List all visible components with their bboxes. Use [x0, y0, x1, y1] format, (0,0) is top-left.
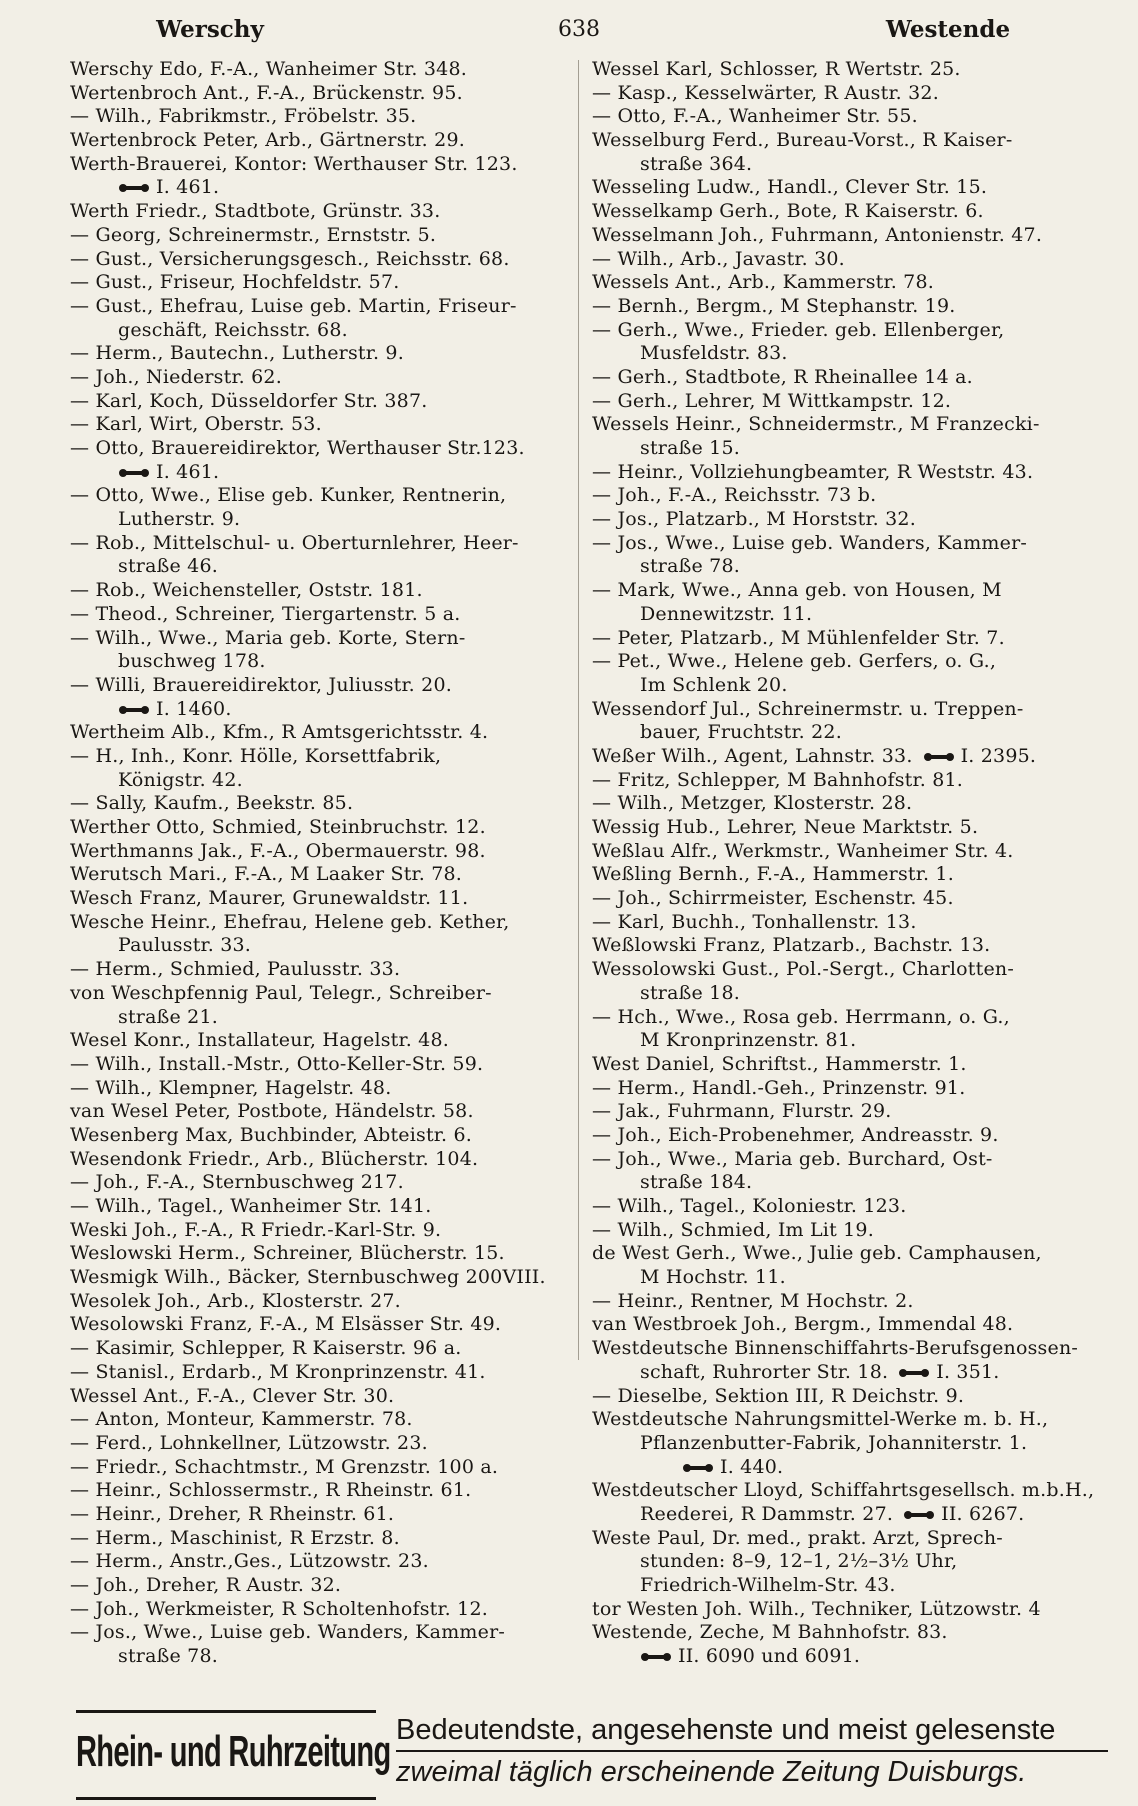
entry-text: Wesolek Joh., Arb., Klosterstr. 27.	[70, 1289, 401, 1312]
directory-entry-line	[592, 1077, 1102, 1101]
directory-entry-line	[70, 1029, 568, 1053]
entry-text: Wesolowski Franz, F.-A., M Elsässer Str. 49.	[70, 1313, 502, 1336]
entry-text: geschäft, Reichsstr. 68.	[118, 318, 348, 341]
entry-text: Werther Otto, Schmied, Steinbruchstr. 12.	[70, 816, 486, 838]
directory-entry-line	[70, 176, 568, 200]
directory-entry-line	[592, 1148, 1102, 1172]
entry-text: — Stanisl., Erdarb., M Kronprinzenstr. 41.	[70, 1360, 486, 1383]
entry-text: I. 461.	[156, 176, 220, 199]
directory-entry-line	[70, 461, 568, 485]
telephone-icon	[118, 705, 150, 715]
entry-text: Musfeldstr. 83.	[640, 342, 788, 365]
entry-text: — Rob., Mittelschul- u. Oberturnlehrer, Heer-	[70, 531, 519, 554]
entry-text: — Otto, F.-A., Wanheimer Str. 55.	[592, 105, 918, 128]
entry-text: — Heinr., Schlossermstr., R Rheinstr. 61.	[70, 1479, 472, 1502]
directory-entry-line	[592, 176, 1102, 200]
telephone-icon	[118, 468, 150, 478]
directory-entry-line	[70, 982, 568, 1006]
directory-entry-line	[70, 816, 568, 840]
directory-entry-line	[592, 911, 1102, 935]
directory-entry-line	[592, 1645, 1102, 1669]
directory-entry-line	[592, 934, 1102, 958]
directory-entry-line	[70, 1550, 568, 1574]
directory-entry-line	[592, 863, 1102, 887]
entry-text: Wesselkamp Gerh., Bote, R Kaiserstr. 6.	[592, 200, 984, 223]
directory-entry-line	[592, 484, 1102, 508]
directory-entry-line	[592, 1456, 1102, 1480]
directory-entry-line	[592, 1598, 1102, 1622]
directory-entry-line	[70, 1503, 568, 1527]
directory-entry-line	[592, 58, 1102, 82]
entry-text: — Otto, Brauereidirektor, Werthauser Str.123.	[70, 437, 525, 459]
entry-text: — Joh., Eich-Probenehmer, Andreasstr. 9.	[592, 1123, 999, 1146]
entry-text: — Friedr., Schachtmstr., M Grenzstr. 100 a.	[70, 1455, 499, 1478]
entry-text: I. 440.	[720, 1455, 784, 1478]
directory-entry-line	[592, 1171, 1102, 1195]
directory-entry-line	[70, 153, 568, 177]
entry-text: West Daniel, Schriftst., Hammerstr. 1.	[592, 1052, 967, 1075]
directory-entry-line	[592, 129, 1102, 153]
directory-entry-line	[592, 721, 1102, 745]
page-number: 638	[558, 16, 600, 42]
entry-text: — Mark, Wwe., Anna geb. von Housen, M	[592, 579, 1002, 602]
directory-entry-line	[70, 1124, 568, 1148]
directory-entry-line	[592, 698, 1102, 722]
advertisement-banner	[76, 1704, 1108, 1800]
entry-text: M Kronprinzenstr. 81.	[640, 1029, 857, 1052]
directory-entry-line	[592, 1029, 1102, 1053]
banner-text	[396, 1710, 1108, 1792]
entry-text: — Gerh., Wwe., Frieder. geb. Ellenberger,	[592, 318, 1005, 341]
directory-entry-line	[70, 958, 568, 982]
entry-text: Pflanzenbutter-Fabrik, Johanniterstr. 1.	[640, 1431, 1028, 1454]
entry-text: — Karl, Buchh., Tonhallenstr. 13.	[592, 910, 917, 933]
entry-text: straße 78.	[118, 1645, 218, 1668]
entry-text: Weßer Wilh., Agent, Lahnstr. 33.	[592, 744, 913, 767]
directory-entry-line	[592, 1219, 1102, 1243]
entry-text: — Heinr., Rentner, M Hochstr. 2.	[592, 1289, 914, 1312]
directory-entry-line	[70, 555, 568, 579]
entry-text: — Wilh., Tagel., Koloniestr. 123.	[592, 1195, 907, 1217]
directory-entry-line	[70, 1171, 568, 1195]
entry-text: Wesenberg Max, Buchbinder, Abteistr. 6.	[70, 1123, 472, 1146]
directory-entry-line	[592, 792, 1102, 816]
directory-entry-line	[70, 1337, 568, 1361]
entry-text: — Heinr., Vollziehungbeamter, R Weststr. 43.	[592, 460, 1034, 483]
entry-text: straße 18.	[640, 981, 740, 1004]
directory-entry-line	[70, 1456, 568, 1480]
directory-entry-line	[70, 887, 568, 911]
directory-entry-line	[70, 437, 568, 461]
directory-entry-line	[70, 1148, 568, 1172]
directory-entry-line	[70, 627, 568, 651]
directory-entry-line	[70, 674, 568, 698]
directory-entry-line	[592, 1503, 1102, 1527]
entry-text: — Wilh., Install.-Mstr., Otto-Keller-Str. 59.	[70, 1052, 484, 1075]
entry-text: Wessendorf Jul., Schreinermstr. u. Treppen-	[592, 697, 1024, 720]
directory-entry-line	[70, 1479, 568, 1503]
entry-text: Wesche Heinr., Ehefrau, Helene geb. Kether,	[70, 910, 510, 933]
entry-text: Westdeutscher Lloyd, Schiffahrtsgesellsch. m.b.H.,	[592, 1479, 1095, 1502]
entry-text: — Jos., Wwe., Luise geb. Wanders, Kammer-	[70, 1621, 505, 1644]
directory-entry-line	[592, 413, 1102, 437]
entry-text: — Heinr., Dreher, R Rheinstr. 61.	[70, 1502, 395, 1525]
directory-entry-line	[592, 1266, 1102, 1290]
directory-entry-line	[592, 769, 1102, 793]
directory-entry-line	[592, 248, 1102, 272]
directory-entry-line	[70, 1645, 568, 1669]
directory-entry-line	[70, 1313, 568, 1337]
entry-text: — Jak., Fuhrmann, Flurstr. 29.	[592, 1100, 892, 1123]
directory-entry-line	[70, 1242, 568, 1266]
directory-entry-line	[70, 721, 568, 745]
directory-entry-line	[592, 366, 1102, 390]
entry-text: Wessel Ant., F.-A., Clever Str. 30.	[70, 1384, 395, 1407]
entry-text: straße 15.	[640, 437, 740, 459]
directory-entry-line	[70, 319, 568, 343]
directory-entry-line	[70, 532, 568, 556]
entry-text: Wesendonk Friedr., Arb., Blücherstr. 104.	[70, 1147, 479, 1170]
entry-text: — Karl, Wirt, Oberstr. 53.	[70, 413, 322, 436]
entry-text: — Wilh., Tagel., Wanheimer Str. 141.	[70, 1195, 432, 1217]
directory-entry-line	[70, 1385, 568, 1409]
directory-entry-line	[592, 342, 1102, 366]
entry-text: straße 78.	[640, 555, 740, 578]
directory-entry-line	[592, 1574, 1102, 1598]
directory-entry-line	[592, 319, 1102, 343]
entry-text: — Herm., Bautechn., Lutherstr. 9.	[70, 342, 404, 365]
directory-entry-line	[70, 508, 568, 532]
directory-entry-line	[70, 792, 568, 816]
entry-text: — Gerh., Lehrer, M Wittkampstr. 12.	[592, 389, 952, 412]
entry-text: M Hochstr. 11.	[640, 1266, 786, 1289]
entry-text: Wessolowski Gust., Pol.-Sergt., Charlotten-	[592, 958, 1014, 981]
entry-text: — Pet., Wwe., Helene geb. Gerfers, o. G.,	[592, 650, 997, 673]
directory-entry-line	[592, 816, 1102, 840]
banner-line-1: Bedeutendste, angesehenste und meist gelesenste	[396, 1714, 1056, 1746]
directory-entry-line	[70, 1290, 568, 1314]
directory-entry-line	[592, 1385, 1102, 1409]
entry-text: — Georg, Schreinermstr., Ernststr. 5.	[70, 223, 437, 246]
telephone-icon	[923, 752, 955, 762]
telephone-icon	[898, 1368, 930, 1378]
directory-entry-line	[70, 295, 568, 319]
directory-entry-line	[592, 508, 1102, 532]
directory-entry-line	[592, 1337, 1102, 1361]
directory-entry-line	[70, 698, 568, 722]
entry-text: — Gust., Versicherungsgesch., Reichsstr. 68.	[70, 247, 510, 270]
directory-entry-line	[70, 390, 568, 414]
entry-text: Werth-Brauerei, Kontor: Werthauser Str. 123.	[70, 152, 518, 175]
directory-entry-line	[70, 1408, 568, 1432]
directory-entry-line	[70, 1621, 568, 1645]
entry-phone	[898, 1361, 999, 1383]
directory-entry-line	[592, 555, 1102, 579]
entry-text: — Sally, Kaufm., Beekstr. 85.	[70, 792, 354, 815]
telephone-icon	[640, 1652, 672, 1662]
entry-text: Weste Paul, Dr. med., prakt. Arzt, Sprech-	[592, 1526, 1003, 1549]
entry-text: — Jos., Platzarb., M Horststr. 32.	[592, 508, 916, 531]
directory-entry-line	[592, 1053, 1102, 1077]
entry-text: — Joh., Wwe., Maria geb. Burchard, Ost-	[592, 1147, 993, 1170]
entry-text: I. 1460.	[156, 697, 232, 720]
entry-text: — Wilh., Arb., Javastr. 30.	[592, 247, 845, 270]
entry-text: buschweg 178.	[118, 650, 266, 673]
entry-text: — Joh., F.-A., Sternbuschweg 217.	[70, 1171, 404, 1194]
directory-entry-line	[70, 58, 568, 82]
telephone-icon	[903, 1510, 935, 1520]
directory-entry-line	[592, 603, 1102, 627]
directory-entry-line	[592, 1621, 1102, 1645]
entry-text: Wesseling Ludw., Handl., Clever Str. 15.	[592, 176, 988, 199]
entry-text: Wertenbroch Ant., F.-A., Brückenstr. 95.	[70, 81, 463, 104]
entry-phone	[923, 745, 1037, 767]
entry-text: — Dieselbe, Sektion III, R Deichstr. 9.	[592, 1384, 965, 1407]
entry-text: Wesselburg Ferd., Bureau-Vorst., R Kaiser-	[592, 129, 1013, 152]
entry-text: — Joh., Schirrmeister, Eschenstr. 45.	[592, 887, 954, 910]
entry-text: de West Gerh., Wwe., Julie geb. Camphausen,	[592, 1242, 1042, 1265]
entry-text: Werutsch Mari., F.-A., M Laaker Str. 78.	[70, 863, 463, 886]
entry-text: Werthmanns Jak., F.-A., Obermauerstr. 98.	[70, 839, 486, 862]
entry-text: Weski Joh., F.-A., R Friedr.-Karl-Str. 9.	[70, 1218, 442, 1241]
entry-text: Wesmigk Wilh., Bäcker, Sternbuschweg 200VIII.	[70, 1266, 546, 1289]
entry-text: — Wilh., Metzger, Klosterstr. 28.	[592, 792, 913, 815]
entry-text: — Peter, Platzarb., M Mühlenfelder Str. 7.	[592, 626, 1005, 649]
entry-text: tor Westen Joh. Wilh., Techniker, Lützowstr. 4	[592, 1597, 1041, 1620]
directory-entry-line	[592, 153, 1102, 177]
directory-entry-line	[70, 413, 568, 437]
entry-text: Reederei, R Dammstr. 27.	[640, 1502, 894, 1525]
entry-text: — H., Inh., Konr. Hölle, Korsettfabrik,	[70, 744, 442, 767]
directory-entry-line	[592, 1195, 1102, 1219]
entry-text: — Gust., Friseur, Hochfeldstr. 57.	[70, 271, 400, 294]
directory-entry-line	[70, 200, 568, 224]
entry-text: — Anton, Monteur, Kammerstr. 78.	[70, 1408, 413, 1431]
entry-text: — Gerh., Stadtbote, R Rheinallee 14 a.	[592, 365, 973, 388]
entry-text: Weßlowski Franz, Platzarb., Bachstr. 13.	[592, 934, 991, 957]
directory-entry-line	[592, 1361, 1102, 1385]
entry-text: — Kasp., Kesselwärter, R Austr. 32.	[592, 81, 939, 104]
directory-entry-line	[592, 461, 1102, 485]
entry-text: — Ferd., Lohnkellner, Lützowstr. 23.	[70, 1431, 428, 1454]
entry-text: Wertenbrock Peter, Arb., Gärtnerstr. 29.	[70, 129, 465, 152]
entry-text: I. 461.	[156, 460, 220, 483]
entry-text: — Kasimir, Schlepper, R Kaiserstr. 96 a.	[70, 1337, 462, 1360]
page-header	[60, 12, 1098, 46]
entry-text: — Fritz, Schlepper, M Bahnhofstr. 81.	[592, 768, 964, 791]
directory-entry-line	[70, 82, 568, 106]
entry-text: Wessels Heinr., Schneidermstr., M Franzecki-	[592, 413, 1040, 436]
entry-text: — Jos., Wwe., Luise geb. Wanders, Kammer-	[592, 531, 1027, 554]
directory-entry-line	[70, 1266, 568, 1290]
directory-entry-line	[592, 1432, 1102, 1456]
directory-entry-line	[70, 1574, 568, 1598]
banner-logo: Rhein- und Ruhrzeitung	[76, 1727, 391, 1776]
entry-text: Wesch Franz, Maurer, Grunewaldstr. 11.	[70, 887, 469, 910]
directory-entry-line	[70, 342, 568, 366]
entry-text: Wessel Karl, Schlosser, R Wertstr. 25.	[592, 58, 961, 80]
entry-text: — Karl, Koch, Düsseldorfer Str. 387.	[70, 389, 428, 412]
entry-text: — Wilh., Schmied, Im Lit 19.	[592, 1218, 874, 1241]
entry-text: — Joh., Dreher, R Austr. 32.	[70, 1574, 342, 1596]
directory-entry-line	[70, 1361, 568, 1385]
directory-entry-line	[592, 982, 1102, 1006]
directory-entry-line	[592, 1550, 1102, 1574]
directory-entry-line	[592, 271, 1102, 295]
entry-text: — Herm., Handl.-Geh., Prinzenstr. 91.	[592, 1076, 966, 1099]
entry-text: — Joh., Niederstr. 62.	[70, 365, 282, 388]
directory-entry-line	[592, 105, 1102, 129]
entry-text: Dennewitzstr. 11.	[640, 602, 813, 625]
entry-text: Werth Friedr., Stadtbote, Grünstr. 33.	[70, 200, 441, 223]
directory-entry-line	[70, 769, 568, 793]
directory-entry-line	[592, 1313, 1102, 1337]
directory-entry-line	[70, 1598, 568, 1622]
entry-text: Werschy Edo, F.-A., Wanheimer Str. 348.	[70, 58, 467, 80]
telephone-icon	[118, 183, 150, 193]
entry-text: Wesel Konr., Installateur, Hagelstr. 48.	[70, 1029, 449, 1052]
entry-text: — Otto, Wwe., Elise geb. Kunker, Rentnerin,	[70, 484, 507, 507]
entry-text: — Bernh., Bergm., M Stephanstr. 19.	[592, 294, 956, 317]
directory-entry-line	[70, 603, 568, 627]
directory-entry-line	[70, 934, 568, 958]
directory-entry-line	[592, 224, 1102, 248]
directory-entry-line	[592, 627, 1102, 651]
entry-phone-number: I. 351.	[936, 1360, 1000, 1383]
directory-entry-line	[70, 224, 568, 248]
entry-text: — Theod., Schreiner, Tiergartenstr. 5 a.	[70, 602, 461, 625]
entry-text: straße 46.	[118, 555, 218, 578]
entry-text: van Westbroek Joh., Bergm., Immendal 48.	[592, 1313, 1014, 1336]
directory-entry-line	[592, 1479, 1102, 1503]
directory-entry-line	[70, 863, 568, 887]
directory-entry-line	[592, 200, 1102, 224]
directory-entry-line	[70, 484, 568, 508]
entry-text: Wertheim Alb., Kfm., R Amtsgerichtsstr. 4.	[70, 721, 489, 744]
directory-entry-line	[592, 1006, 1102, 1030]
directory-entry-line	[592, 1124, 1102, 1148]
directory-entry-line	[592, 295, 1102, 319]
entry-phone	[903, 1503, 1024, 1525]
directory-entry-line	[70, 1195, 568, 1219]
entry-text: — Joh., Werkmeister, R Scholtenhofstr. 12.	[70, 1597, 488, 1620]
directory-entry-line	[70, 911, 568, 935]
directory-entry-line	[592, 437, 1102, 461]
column-divider	[578, 60, 579, 1360]
directory-entry-line	[592, 1242, 1102, 1266]
entry-text: Paulusstr. 33.	[118, 934, 252, 957]
directory-entry-line	[592, 958, 1102, 982]
entry-text: — Hch., Wwe., Rosa geb. Herrmann, o. G.,	[592, 1005, 1010, 1028]
directory-entry-line	[70, 1006, 568, 1030]
entry-text: Wesselmann Joh., Fuhrmann, Antonienstr. 47.	[592, 223, 1043, 246]
entry-text: Lutherstr. 9.	[118, 508, 241, 531]
directory-entry-line	[70, 1053, 568, 1077]
directory-entry-line	[70, 840, 568, 864]
entry-text: — Herm., Maschinist, R Erzstr. 8.	[70, 1526, 400, 1549]
entry-text: — Herm., Schmied, Paulusstr. 33.	[70, 958, 401, 981]
entry-text: — Gust., Ehefrau, Luise geb. Martin, Friseur-	[70, 294, 517, 317]
directory-entry-line	[70, 745, 568, 769]
directory-entry-line	[592, 390, 1102, 414]
entry-text: bauer, Fruchtstr. 22.	[640, 721, 842, 744]
entry-text: Westdeutsche Binnenschiffahrts-Berufsgenossen-	[592, 1337, 1079, 1360]
directory-entry-line	[592, 887, 1102, 911]
directory-entry-line	[592, 1290, 1102, 1314]
entry-text: — Herm., Anstr.,Ges., Lützowstr. 23.	[70, 1550, 429, 1573]
entry-text: II. 6090 und 6091.	[678, 1645, 861, 1668]
entry-text: Wessels Ant., Arb., Kammerstr. 78.	[592, 271, 934, 294]
directory-entry-line	[70, 1219, 568, 1243]
directory-entry-line	[70, 129, 568, 153]
entry-text: — Wilh., Fabrikmstr., Fröbelstr. 35.	[70, 105, 417, 128]
directory-entry-line	[592, 650, 1102, 674]
entry-text: Weßlau Alfr., Werkmstr., Wanheimer Str. 4.	[592, 839, 1014, 862]
entry-text: Wessig Hub., Lehrer, Neue Marktstr. 5.	[592, 816, 979, 838]
directory-entry-line	[592, 840, 1102, 864]
header-right-title: Westende	[885, 15, 1011, 43]
header-left-title: Werschy	[156, 15, 264, 43]
entry-text: stunden: 8–9, 12–1, 2½–3½ Uhr,	[640, 1550, 958, 1573]
entry-text: straße 21.	[118, 1005, 218, 1028]
entry-text: straße 184.	[640, 1171, 753, 1194]
entry-phone-number: II. 6267.	[941, 1502, 1025, 1525]
entry-text: Im Schlenk 20.	[640, 673, 788, 696]
directory-entry-line	[70, 271, 568, 295]
entry-text: straße 364.	[640, 152, 753, 175]
directory-entry-line	[592, 745, 1102, 769]
banner-line-2: zweimal täglich erscheinende Zeitung Duisburgs.	[396, 1750, 1108, 1792]
entry-text: — Willi, Brauereidirektor, Juliusstr. 20.	[70, 673, 452, 696]
directory-entry-line	[592, 532, 1102, 556]
directory-entry-line	[592, 82, 1102, 106]
entry-text: Friedrich-Wilhelm-Str. 43.	[640, 1574, 896, 1596]
directory-entry-line	[70, 1100, 568, 1124]
right-column	[592, 58, 1102, 1669]
telephone-icon	[682, 1463, 714, 1473]
entry-text: — Joh., F.-A., Reichsstr. 73 b.	[592, 484, 877, 507]
directory-entry-line	[70, 1077, 568, 1101]
entry-text: Weßling Bernh., F.-A., Hammerstr. 1.	[592, 863, 954, 886]
entry-text: von Weschpfennig Paul, Telegr., Schreiber-	[70, 981, 492, 1004]
directory-entry-line	[70, 1527, 568, 1551]
left-column	[70, 58, 568, 1669]
directory-entry-line	[70, 650, 568, 674]
entry-text: Westdeutsche Nahrungsmittel-Werke m. b. H.,	[592, 1408, 1049, 1431]
directory-entry-line	[592, 1408, 1102, 1432]
directory-entry-line	[70, 248, 568, 272]
entry-phone-number: I. 2395.	[960, 744, 1037, 767]
directory-entry-line	[592, 1527, 1102, 1551]
entry-text: — Wilh., Klempner, Hagelstr. 48.	[70, 1076, 392, 1099]
entry-text: van Wesel Peter, Postbote, Händelstr. 58.	[70, 1100, 474, 1123]
directory-entry-line	[592, 579, 1102, 603]
directory-entry-line	[70, 1432, 568, 1456]
entry-text: schaft, Ruhrorter Str. 18.	[640, 1360, 889, 1383]
entry-text: — Rob., Weichensteller, Oststr. 181.	[70, 579, 423, 602]
entry-text: Weslowski Herm., Schreiner, Blücherstr. 15.	[70, 1242, 505, 1265]
directory-entry-line	[70, 105, 568, 129]
directory-entry-line	[592, 674, 1102, 698]
directory-entry-line	[70, 366, 568, 390]
entry-text: Königstr. 42.	[118, 768, 243, 791]
entry-text: — Wilh., Wwe., Maria geb. Korte, Stern-	[70, 626, 466, 649]
directory-entry-line	[592, 1100, 1102, 1124]
entry-text: Westende, Zeche, M Bahnhofstr. 83.	[592, 1621, 948, 1644]
directory-entry-line	[70, 579, 568, 603]
